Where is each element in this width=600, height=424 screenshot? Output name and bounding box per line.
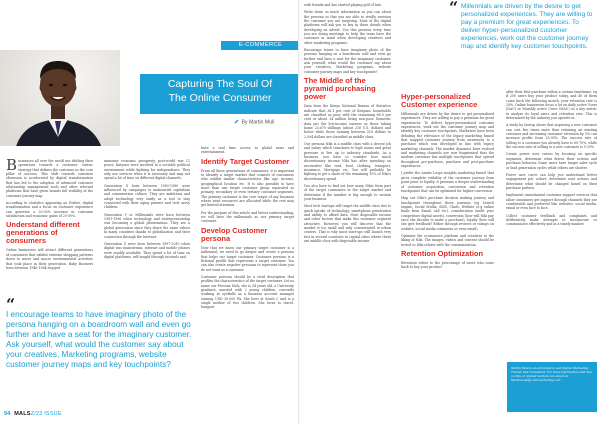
- right-page: [300, 0, 600, 424]
- left-pullquote: [6, 295, 196, 370]
- right-column-2: [401, 90, 494, 418]
- left-column-2: [104, 159, 190, 296]
- paragraph: Businesses all over the world are shifting their operations towards a customer centric strategy that defines the customer as the core pillar of success. This shift towards customer obsession is accelerated by digital transformation that has led to the adoption of advanced customer relationship management tools and other relevant platforms that have given brands full visibility of the customer journey map.: [6, 159, 93, 198]
- paragraph: after their first purchase within a certain timeframe, eg if 200 users buy your product today, and 40 of them come back the following month, your retention rate is 20%. Online businesses focus a lot on daily active Users (DAU) or Monthly active Users (MAU) as a key metric to analyse its loyal users and retention rate. This is determined by the industry you operate in.: [506, 90, 597, 121]
- paragraph: Data from the Kenya National Bureau of Statistics indicate that 36.1 per cent of Kenyans households are classified as poor with the remaining 68.9 per cent or about 34 million being non-poor. Domestic data put the low-income earners as those taking home 23,670 shillings (about 216 U.S. dollars) and below while those earning between 216 dollars to 2,094 dollars are classified as middle class.: [304, 104, 391, 139]
- author-photo: [0, 50, 120, 146]
- double-quote-icon: “: [449, 0, 459, 17]
- left-column-1: [6, 159, 93, 296]
- section-heading: Develop Customer persona: [201, 225, 268, 243]
- paragraph: Collect customer feedback and complaints and deliberately make attempts to incorporate or communicate effectively and in a timely manner.: [506, 213, 597, 227]
- section-heading: Understand different generations of consumers: [6, 220, 80, 246]
- drop-cap: B: [6, 159, 18, 174]
- paragraph: Customer persona should be a vivid description that profiles the characteristics of the target customer. Let us name our Persona Nick, she is 34 years old, a University graduate, married with 2 young children, currently working at eyeBalls as a business account manager earning USD 30,000 PA. She lives at South C and is a single mother of two children. She loves to travel, hangout: [201, 274, 294, 310]
- paragraph: Generation Z were born between 1997-2010 when digital was mainstream, internet and mobile phones were readily available. They spend a lot of time on digital platforms, self-taught through tutorials and: [104, 241, 190, 259]
- right-pullquote: [449, 0, 598, 52]
- article-hero: [0, 50, 300, 146]
- paragraph: I prefer the Amitis Loops insights marketing funnel that gives complete visibility of the customer journey from point prior to loyalty. It presents a deeper understanding of customer acquisition, conversion and retention touchpoints that can be optimized for higher conversion.: [401, 171, 494, 193]
- paragraph: For the purpose of this article and better understanding, we will base the millennials as our primary target customer.: [201, 210, 294, 224]
- section-heading: Hyper-personalized Customer experience: [401, 92, 478, 109]
- paragraph: Optimize the ecommerce platform and creatives to the liking of Niki. The images, videos and content should be tested so Niki relates with the communication.: [401, 233, 494, 247]
- paragraph: Our persona Niki is a middle class with a decent job and salary which translates to high status and great pressure to live up to industry standards. As a business, you have to consider how much discretionary income Niki has after spending on necessities like rent, food, clothing, transport, insurance, Mortgage etc. You will probably be fighting to get a share of the remaining 15% of Niki's discretionary spend.: [304, 141, 391, 181]
- section-heading: Identify Target Customer: [201, 156, 290, 166]
- double-quote-icon: “: [6, 295, 16, 314]
- byline-text: By Martin Muli: [241, 119, 275, 126]
- section-heading: The Middle of the pyramid purchasing power: [304, 76, 376, 102]
- article-title-line2: The Online Consumer: [168, 92, 272, 104]
- paragraph: Retention refers to the percentage of users who come back to buy your product: [401, 260, 494, 270]
- page-number: 94: [4, 411, 11, 417]
- paragraph: Now that we know our primary target customer is a millennial, we need to go deeper and create a persona that helps our target customer. Customer persona is a fictional profile that represents a target customer. You can also create negative personas to represent those you do not want as a customer.: [201, 245, 294, 272]
- article-title-line1: Capturing The Soul Of: [167, 78, 273, 90]
- paragraph: Generation X born between 1965-1980 were influenced by campaigns to malnourish capitalism and consumerism culture. They are ambitious and adopt technology very easily as a tool to stay connected with their aging parents and tech savvy children.: [104, 183, 190, 210]
- paragraph: immense economic prosperity, post-world war 11 peace. Katyona were involved in a sociable political environment while fighting for independence. They only use services when it is necessary and may not spend a lot of time on different digital channels.: [104, 159, 190, 181]
- paragraph: A study by Invesp shows that acquiring a new customer can cost five times more than retaining an existing customer and increasing customer retention by 5% can increase profits from 25-95%. The success rate of selling to a customer you already have is 60-70%, while the success rate of selling to a new customer is 5-20%.: [506, 123, 597, 150]
- paragraph: Generation Y or Millennials were born between 1981-1996 when technology and entrepreneurship was becoming a global phenomenon. They are a global generation since they share the same values in many countries thanks to globalization and their connection through the Internet.: [104, 212, 190, 239]
- pullquote-text: Millennials are driven by the desire to get personalized experiences. They are willing to pay a premium for great experiences. To deliver hyper-personalized customer experiences, work out the customer journey map and identify key customer touchpoints.: [461, 3, 593, 51]
- article-title-box: [140, 74, 300, 114]
- left-column-3: [201, 146, 294, 398]
- section-tag: E-COMMERCE: [221, 41, 300, 50]
- paragraph: Implement omnichannel customer support services that allow consumers get support through channels they are comfortable and preferred like websites, social media, email or even face to face.: [506, 193, 597, 211]
- paragraph: According to statistics appearing on Forbes, digital transformation and a focus on customer experience can generate a 20-30% increase in customer satisfaction and economic gains of 20-50%.: [6, 201, 93, 219]
- issue-label: Z/23 ISSUE: [30, 411, 62, 417]
- paragraph: Write down as much information as you can about the persona so that you are able to vividly envision the customer you are targeting. Most of the digital platforms will ask you to key in these details when developing an advert. Use this persona every time you are doing meetings to help the team have the customer in mind when developing creatives and other marketing programs.: [304, 10, 391, 45]
- paragraph: Encourage teams to have imaginary photo of the persona hanging on a boardroom wall and even go further and have a seat for the imaginary customer. Ask yourself, what would the customer say about your creatives, Marketing programs, website customer journey maps and key touchpoints?: [304, 48, 391, 74]
- paragraph: Map out Niki's purchase decision making journey and touchpoints throughout those journeys (eg Search engine, Social Media, SMS, Chats, Website (e.g online leads from Email, call etc), consideration (audit your competitors digital assets), conversion (how will Niki pay once she decides to make a purchase), loyalty (how will she give feedback? Either through reviews or ratings on website, social media comments or even email).: [401, 196, 494, 231]
- pen-icon: [234, 119, 239, 124]
- paragraph: have a real time access to global news and entertainment.: [201, 146, 294, 155]
- paragraph: Create power user curves by focusing on specific segments, determine what drives their actions and purchase behavior. Some users have longer sales cycle or lead generation cycles while others are shorter.: [506, 152, 597, 170]
- paragraph: Power user curve can help you understand better engagement per cohort, determine user actions and determine what should be changed based on their purchase pattern.: [506, 172, 597, 190]
- paragraph: Millennials are driven by the desire to get personalized experiences. They are willing to pay a premium for great experiences. To deliver hyper-personalized customer experiences, work out the customer journey map and identify key customer touchpoints. Marketers have been debating the relevance of the legacy marketing funnel that mapped customer journey from awareness to a purchase which was developed in line with legacy marketing channels. The market dynamics have evolved and marketing channels are now fragmented thus the modern customer has multiple touchpoints that spread throughout pre-purchase, purchase and post-purchase experiences.: [401, 112, 494, 169]
- right-column-3: [506, 90, 597, 358]
- article-title: [140, 77, 300, 105]
- author-bio-box: [507, 362, 597, 412]
- pullquote-text: I encourage teams to have imaginary photo of the persona hanging on a boardroom wall and even go further and have a seat for the imaginary customer. Ask yourself, what would the customer say about your creatives, Marketing programs, website customer journey maps and key touchpoints?: [6, 310, 192, 369]
- byline: [234, 119, 274, 126]
- section-heading: Retention Optimization: [401, 248, 484, 258]
- author-bio: Martin Muli is an eCommerce and Digital Marketing Trainer and Consultant. For more information visit him on this or related matters can email on: Martinmuli@colin-marketing.com: [511, 366, 593, 382]
- paragraph: Most tech startups will target the middle class due to quick uptake of technology, smartphone penetration and ability to afford data, Most disposable income and other factors that make this customer segment attractive. However, you will discover that the market is too small and only concentrated in urban centers. That is why most start-ups still launch very fast in several countries in capital cities where there are middle class with disposable income.: [304, 204, 391, 244]
- paragraph: with friends and has started playing golf of late.: [304, 3, 382, 7]
- paragraph: You also have to find out how many Nikis form part of the target consumers in the target market and determine if the number is big enough to sustain your business.: [304, 184, 391, 202]
- page-footer: [4, 411, 62, 417]
- paragraph: Online businesses will attract different generations of consumers that exhibit extreme shopping patterns down to micro and macro environmental activities that took place in their generation. Baby Boomers born between 1946-1964 enjoyed: [6, 248, 93, 270]
- magazine-name: MALS: [14, 411, 31, 417]
- right-column-1: [304, 3, 391, 418]
- paragraph: From all these generations of consumers, it is important to identify a target market that consists of consumers who exhibit similar characteristics like age, income, geographical location etc. It is also possible to have more than one target customer group separated as primary, secondary or even tertiary customer segments. The primary customer is the core target of any business where most resources are allocated while the rest may get limited attention.: [201, 168, 294, 208]
